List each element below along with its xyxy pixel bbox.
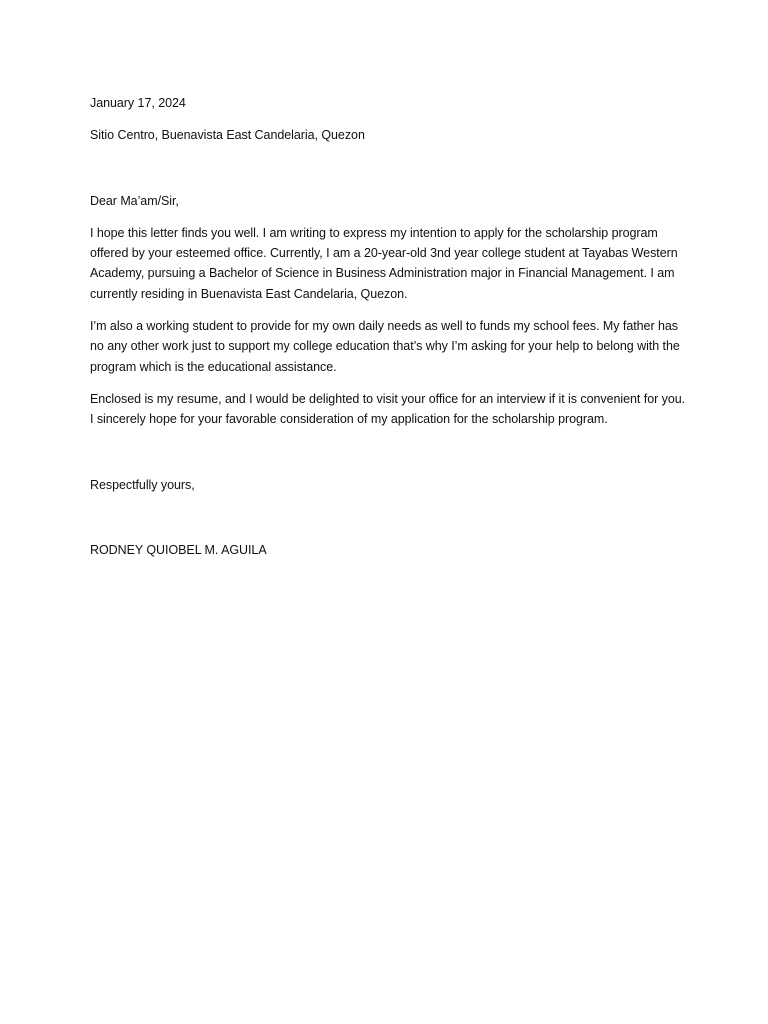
letter-date: January 17, 2024 <box>90 96 186 110</box>
sender-address: Sitio Centro, Buenavista East Candelaria, Quezon <box>90 128 365 143</box>
complimentary-close: Respectfully yours, <box>90 477 195 492</box>
letter-body <box>90 93 690 560</box>
paragraph-background: I’m also a working student to provide for my own daily needs as well to funds my school fees. My father has no any other work just to support my college education that’s why I’m asking for your help to belong with the program which is the educational assistance. <box>90 319 680 374</box>
paragraph-intro: I hope this letter finds you well. I am writing to express my intention to apply for the scholarship program offered by your esteemed office. Currently, I am a 20-year-old 3nd year college student at Tayabas Western Academy, pursuing a Bachelor of Science in Business Administration major in Financial Management. I am currently residing in Buenavista East Candelaria, Quezon. <box>90 225 678 301</box>
signature-name: RODNEY QUIOBEL M. AGUILA <box>90 542 267 557</box>
paragraph-closing-request: Enclosed is my resume, and I would be delighted to visit your office for an interview if it is convenient for you. I sincerely hope for your favorable consideration of my application for the scholarship program. <box>90 391 686 427</box>
salutation: Dear Ma’am/Sir, <box>90 193 179 208</box>
